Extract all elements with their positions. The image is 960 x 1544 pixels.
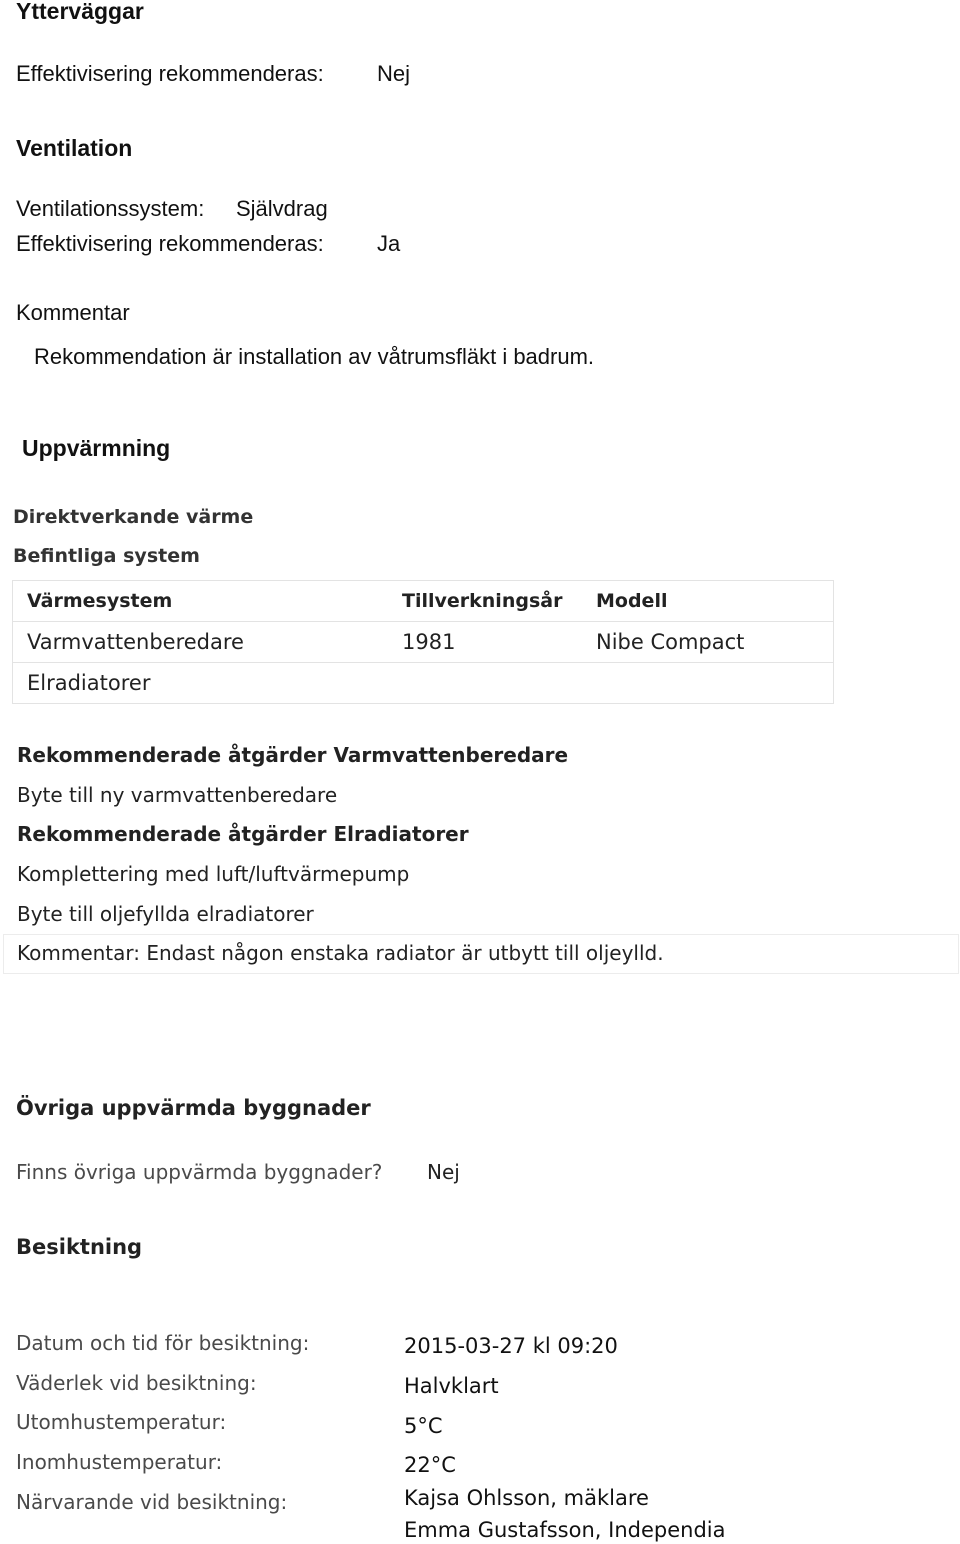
list-item: Komplettering med luft/luftvärmepump [17, 862, 410, 886]
ytterväggar-effektivisering-value: Nej [377, 61, 411, 86]
besiktning-narvarande-value-2: Emma Gustafsson, Independia [404, 1518, 726, 1542]
rekommenderade-atgarder-elradiatorer-heading: Rekommenderade åtgärder Elradiatorer [17, 822, 469, 846]
ventilation-kommentar-text: Rekommendation är installation av våtrumsfläkt i badrum. [34, 344, 595, 369]
ventilation-effektivisering-value: Ja [377, 231, 401, 256]
besiktning-vaderlek-value: Halvklart [404, 1374, 499, 1398]
table-cell-tillverkningsar: 1981 [402, 630, 456, 654]
besiktning-narvarande-label: Närvarande vid besiktning: [16, 1490, 288, 1514]
table-row [13, 663, 833, 703]
besiktning-vaderlek-label: Väderlek vid besiktning: [16, 1371, 257, 1395]
list-item: Byte till ny varmvattenberedare [17, 783, 338, 807]
list-item: Byte till oljefyllda elradiatorer [17, 902, 314, 926]
table-cell-modell: Nibe Compact [596, 630, 745, 654]
ventilation-kommentar-label: Kommentar [16, 300, 130, 325]
ventilation-effektivisering-label: Effektivisering rekommenderas: [16, 231, 324, 256]
besiktning-inomhustemperatur-label: Inomhustemperatur: [16, 1450, 223, 1474]
ovriga-answer: Nej [427, 1160, 460, 1184]
table-cell-varmesystem: Elradiatorer [27, 671, 151, 695]
rekommenderade-atgarder-varmvattenberedare-heading: Rekommenderade åtgärder Varmvattenberedare [17, 743, 569, 767]
heating-systems-table [12, 580, 834, 704]
section-heading-uppvarmning: Uppvärmning [22, 435, 171, 461]
besiktning-datum-label: Datum och tid för besiktning: [16, 1331, 310, 1355]
besiktning-narvarande-value: Kajsa Ohlsson, mäklare [404, 1486, 649, 1510]
section-heading-ventilation: Ventilation [16, 135, 133, 161]
besiktning-datum-value: 2015-03-27 kl 09:20 [404, 1334, 618, 1358]
section-heading-besiktning: Besiktning [16, 1235, 143, 1259]
ventilationssystem-label: Ventilationssystem: [16, 196, 205, 221]
table-cell-varmesystem: Varmvattenberedare [27, 630, 244, 654]
uppvarmning-kommentar: Kommentar: Endast någon enstaka radiator är utbytt till oljeylld. [17, 941, 664, 965]
table-header-row [13, 581, 833, 622]
direktverkande-varme-heading: Direktverkande värme [13, 506, 254, 528]
ytterväggar-effektivisering-label: Effektivisering rekommenderas: [16, 61, 324, 86]
section-heading-ytterväggar: Ytterväggar [16, 0, 144, 24]
column-header-tillverkningsar: Tillverkningsår [402, 590, 563, 612]
column-header-varmesystem: Värmesystem [27, 590, 173, 612]
table-row [13, 622, 833, 663]
befintliga-system-heading: Befintliga system [13, 545, 200, 567]
ventilationssystem-value: Självdrag [236, 196, 328, 221]
section-heading-ovriga: Övriga uppvärmda byggnader [16, 1096, 371, 1120]
besiktning-utomhustemperatur-value: 5°C [404, 1414, 443, 1438]
ovriga-question: Finns övriga uppvärmda byggnader? [16, 1160, 383, 1184]
besiktning-inomhustemperatur-value: 22°C [404, 1453, 456, 1477]
besiktning-utomhustemperatur-label: Utomhustemperatur: [16, 1410, 227, 1434]
column-header-modell: Modell [596, 590, 668, 612]
